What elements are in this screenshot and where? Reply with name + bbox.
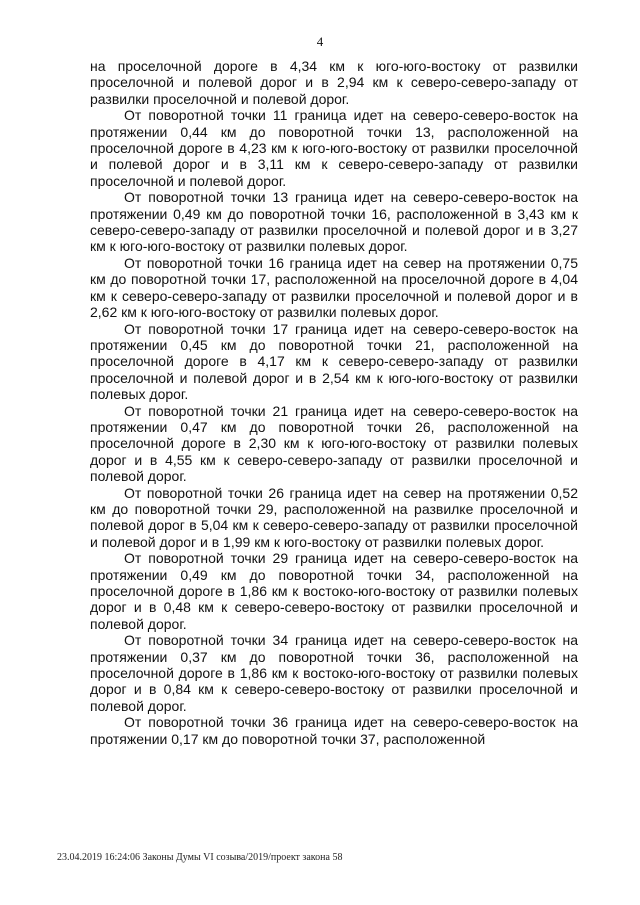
page-footer: 23.04.2019 16:24:06 Законы Думы VI созыва/2019/проект закона 58 xyxy=(57,852,343,863)
page-number: 4 xyxy=(316,34,324,49)
paragraph: От поворотной точки 29 граница идет на северо-северо-восток на протяжении 0,49 км до поворотной точки 34, расположенной на проселочной дороге в 1,86 км к востоко-юго-востоку от развилки полевых дорог и в 0,48 км к северо-северо-востоку от развилки проселочной и полевой дорог. xyxy=(90,550,578,632)
paragraph: От поворотной точки 16 граница идет на север на протяжении 0,75 км до поворотной точки 17, расположенной на проселочной дороге в 4,04 км к северо-северо-западу от развилки проселочной и полевой дорог и в 2,62 км к юго-юго-востоку от развилки полевых дорог. xyxy=(90,254,578,321)
document-body xyxy=(90,58,578,747)
paragraph: От поворотной точки 21 граница идет на северо-северо-восток на протяжении 0,47 км до поворотной точки 26, расположенной на проселочной дороге в 2,30 км к юго-юго-востоку от развилки полевых дорог и в 4,55 км к северо-северо-западу от развилки проселочной и полевой дорог. xyxy=(90,402,578,485)
paragraph: От поворотной точки 26 граница идет на север на протяжении 0,52 км до поворотной точки 29, расположенной на развилке проселочной и полевой дорог в 5,04 км к северо-северо-западу от развилки проселочной и полевой дорог и в 1,99 км к юго-востоку от развилки полевых дорог. xyxy=(90,484,578,550)
paragraph: От поворотной точки 34 граница идет на северо-северо-восток на протяжении 0,37 км до поворотной точки 36, расположенной на проселочной дороге в 1,86 км к востоко-юго-востоку от развилки полевых дорог и в 0,84 км к северо-северо-востоку от развилки проселочной и полевой дорог. xyxy=(90,632,578,714)
paragraph: От поворотной точки 36 граница идет на северо-северо-восток на протяжении 0,17 км до поворотной точки 37, расположенной xyxy=(90,714,578,747)
paragraph-continuation: на проселочной дороге в 4,34 км к юго-юго-востоку от развилки проселочной и полевой дорог и в 2,94 км к северо-северо-западу от развилки проселочной и полевой дорог. xyxy=(90,58,578,107)
paragraph: От поворотной точки 17 граница идет на северо-северо-восток на протяжении 0,45 км до поворотной точки 21, расположенной на проселочной дороге в 4,17 км к северо-северо-западу от развилки проселочной и полевой дорог и в 2,54 км к юго-юго-востоку от развилки полевых дорог. xyxy=(90,320,578,403)
paragraph: От поворотной точки 13 граница идет на северо-северо-восток на протяжении 0,49 км до поворотной точки 16, расположенной в 3,43 км к северо-северо-западу от развилки проселочной и полевой дорог и в 3,27 км к юго-юго-востоку от развилки полевых дорог. xyxy=(90,189,578,255)
paragraph: От поворотной точки 11 граница идет на северо-северо-восток на протяжении 0,44 км до поворотной точки 13, расположенной на проселочной дороге в 4,23 км к юго-юго-востоку от развилки проселочной и полевой дорог и в 3,11 км к северо-северо-западу от развилки проселочной и полевой дорог. xyxy=(90,107,578,189)
